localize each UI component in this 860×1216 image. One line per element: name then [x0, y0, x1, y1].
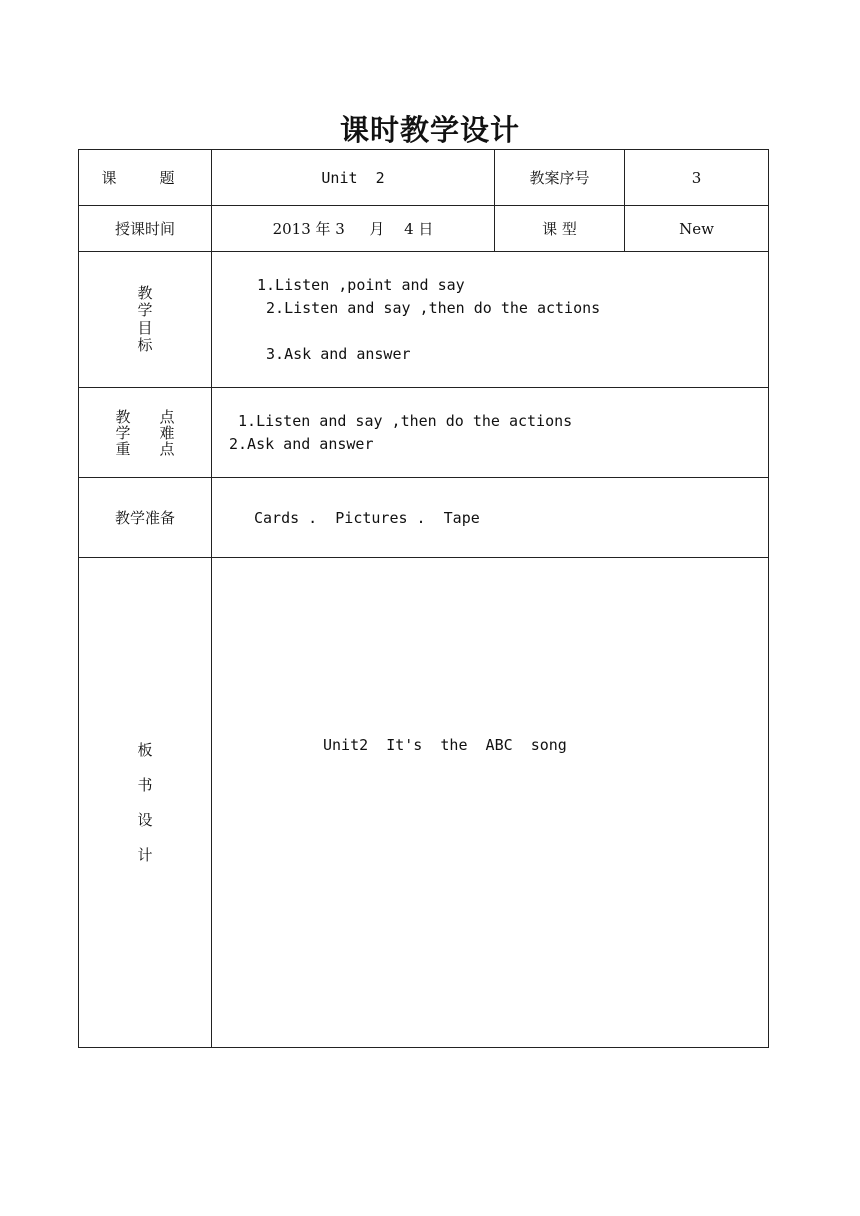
- goals-label-char: 学: [137, 301, 153, 320]
- kp-label-char: 点: [159, 439, 175, 458]
- kp-label-char: 学: [115, 423, 131, 442]
- board-label-cell: [79, 558, 212, 1048]
- row-goals: [79, 252, 769, 388]
- topic-value-cell: [212, 150, 495, 206]
- goals-label-char: 目: [137, 318, 153, 337]
- board-label-char: 板: [137, 740, 153, 759]
- kp-label-char: 难: [159, 423, 175, 442]
- goals-label: [137, 285, 154, 354]
- goals-list: [212, 274, 768, 366]
- kp-content-cell: [212, 388, 769, 478]
- kp-label-char: 点: [159, 407, 175, 426]
- seq-value-cell: [625, 150, 769, 206]
- row-prep: [79, 478, 769, 558]
- kp-label-char: 教: [115, 407, 131, 426]
- kp-list: [212, 410, 768, 456]
- kp-line: 1.Listen and say ,then do the actions: [229, 411, 573, 430]
- board-label-char: 设: [137, 810, 153, 829]
- seq-label: 教案序号: [529, 169, 590, 187]
- board-label-char: 书: [137, 775, 153, 794]
- kp-line: 2.Ask and answer: [229, 434, 374, 453]
- kp-label-cell: [79, 388, 212, 478]
- type-label-cell: [495, 206, 625, 252]
- row-time: [79, 206, 769, 252]
- goal-line: 1.Listen ,point and say: [257, 275, 465, 294]
- row-topic: [79, 150, 769, 206]
- goals-label-char: 标: [137, 335, 153, 354]
- goals-content-cell: [212, 252, 769, 388]
- topic-value: Unit 2: [321, 168, 385, 187]
- goal-line: 2.Listen and say ,then do the actions: [257, 298, 601, 317]
- type-value-cell: [625, 206, 769, 252]
- board-label-char: 计: [137, 845, 153, 864]
- prep-label-cell: [79, 478, 212, 558]
- time-value-cell: [212, 206, 495, 252]
- topic-label-cell: [79, 150, 212, 206]
- time-label: 授课时间: [114, 220, 175, 238]
- goal-line-blank: [257, 320, 768, 343]
- topic-label: 课 题: [101, 169, 189, 187]
- type-value: New: [679, 219, 714, 238]
- seq-label-cell: [495, 150, 625, 206]
- time-value: 2013 年 3 月 4 日: [272, 220, 434, 238]
- board-content-cell: [212, 558, 769, 1048]
- goals-label-cell: [79, 252, 212, 388]
- time-label-cell: [79, 206, 212, 252]
- type-label: 课 型: [542, 220, 577, 238]
- prep-content-cell: [212, 478, 769, 558]
- goals-label-char: 教: [137, 284, 153, 302]
- prep-value: Cards . Pictures . Tape: [254, 508, 480, 527]
- board-text: Unit2 It's the ABC song: [323, 736, 567, 754]
- lesson-plan-table: [78, 149, 769, 1048]
- page-title: 课时教学设计: [339, 113, 520, 147]
- board-label: [79, 733, 211, 873]
- seq-value: 3: [691, 168, 702, 187]
- goal-line: 3.Ask and answer: [257, 344, 411, 363]
- prep-label: 教学准备: [114, 509, 175, 527]
- row-board: [79, 558, 769, 1048]
- row-key-points: [79, 388, 769, 478]
- kp-label: [79, 409, 211, 457]
- kp-label-char: 重: [115, 439, 131, 458]
